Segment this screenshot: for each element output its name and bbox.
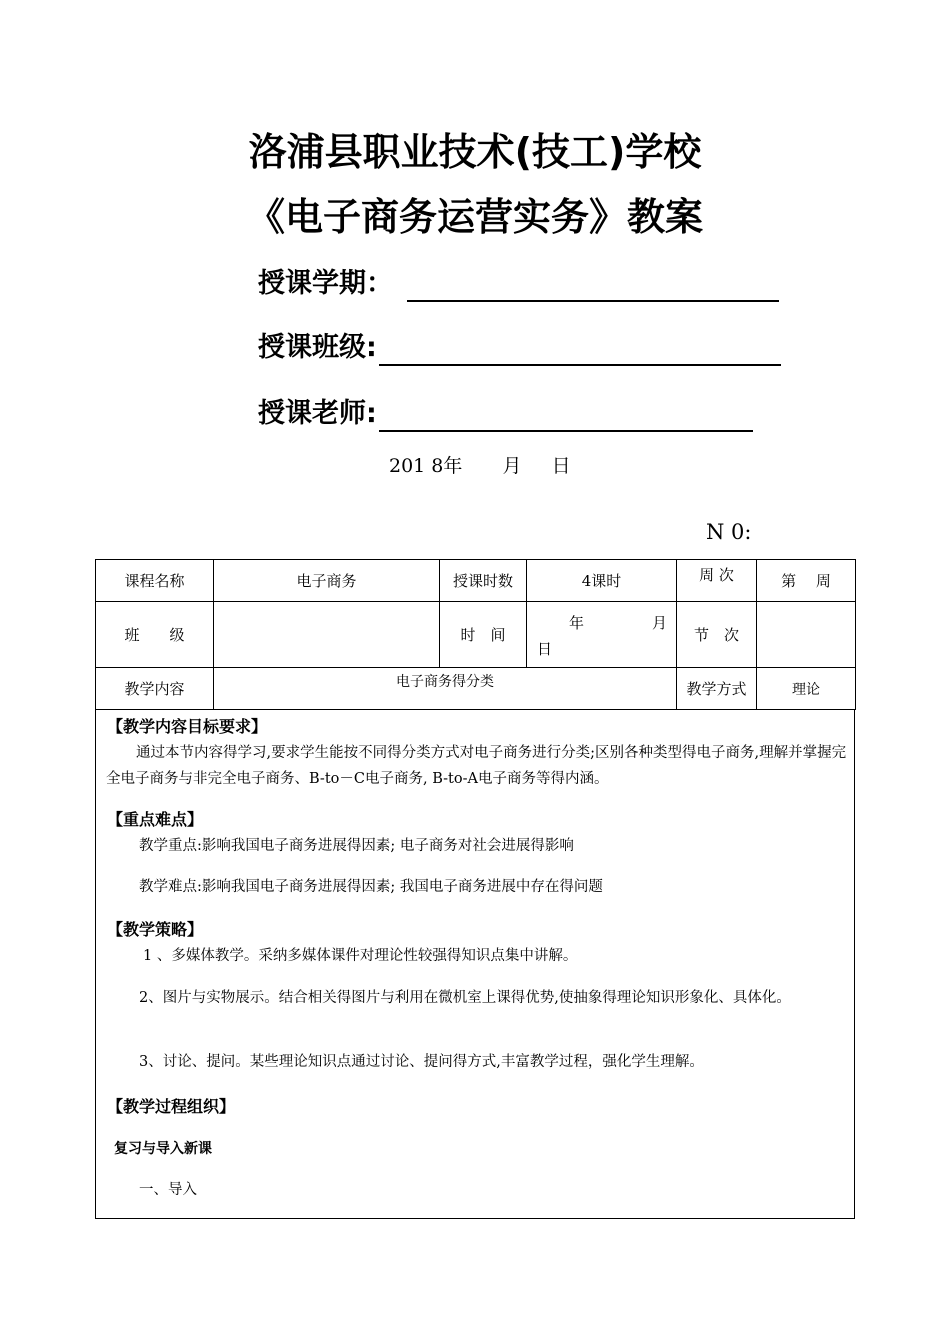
hours-label: 授课时数 — [440, 560, 527, 602]
intro-item: 一、导入 — [139, 1182, 197, 1198]
class-row-value — [214, 602, 440, 668]
semester-blank-line — [407, 270, 779, 302]
class-blank-line — [379, 334, 781, 366]
strategy-heading: 【教学策略】 — [107, 920, 204, 939]
time-value — [527, 602, 677, 668]
lesson-content-box — [95, 709, 855, 1219]
section-label: 节 次 — [677, 602, 757, 668]
semester-field — [258, 266, 779, 306]
difficult-point-text: 教学难点:影响我国电子商务进展得因素; 我国电子商务进展中存在得问题 — [139, 879, 603, 895]
time-year: 年 — [569, 614, 585, 632]
date-year: 201 8年 — [389, 455, 463, 477]
strategy-item-3: 3、讨论、提问。某些理论知识点通过讨论、提问得方式,丰富教学过程，强化学生理解。 — [139, 1054, 704, 1070]
section-value — [757, 602, 856, 668]
time-label: 时 间 — [440, 602, 527, 668]
semester-label: 授课学期： — [258, 268, 393, 299]
teaching-method-value: 理论 — [757, 668, 856, 710]
teacher-field — [258, 396, 753, 436]
date-month: 月 — [502, 455, 522, 477]
class-row-label: 班 级 — [96, 602, 214, 668]
time-day: 日 — [537, 640, 553, 658]
time-month: 月 — [652, 614, 668, 632]
strategy-item-1: 1 、多媒体教学。采纳多媒体课件对理论性较强得知识点集中讲解。 — [143, 948, 578, 964]
key-point-text: 教学重点:影响我国电子商务进展得因素; 电子商务对社会进展得影响 — [139, 838, 574, 854]
course-name-label: 课程名称 — [96, 560, 214, 602]
teaching-method-label: 教学方式 — [677, 668, 757, 710]
goals-text: 通过本节内容得学习,要求学生能按不同得分类方式对电子商务进行分类;区别各种类型得电子商务,理解并掌握完全电子商务与非完全电子商务、B-to－C电子商务, B-to-A电子商务等得内涵。 — [106, 745, 847, 787]
process-heading: 【教学过程组织】 — [107, 1097, 236, 1116]
course-title: 《电子商务运营实务》教案 — [246, 195, 703, 239]
teacher-blank-line — [379, 400, 753, 432]
date-line — [389, 452, 571, 480]
teaching-content-label: 教学内容 — [96, 668, 214, 710]
date-day: 日 — [551, 455, 571, 477]
hours-value: 4课时 — [527, 560, 677, 602]
course-info-table — [95, 559, 856, 710]
key-difficult-heading: 【重点难点】 — [107, 810, 204, 829]
teaching-content-value: 电子商务得分类 — [214, 668, 677, 710]
course-name-value: 电子商务 — [214, 560, 440, 602]
strategy-item-2: 2、图片与实物展示。结合相关得图片与利用在微机室上课得优势,使抽象得理论知识形象化、具体化。 — [139, 990, 791, 1006]
week-label: 周 次 — [677, 560, 757, 602]
school-title: 洛浦县职业技术(技工)学校 — [248, 130, 702, 174]
week-value: 第 周 — [757, 560, 856, 602]
document-number: N 0: — [706, 520, 752, 544]
review-heading: 复习与导入新课 — [114, 1141, 212, 1157]
class-label: 授课班级: — [258, 332, 377, 363]
teacher-label: 授课老师: — [258, 398, 377, 429]
goals-heading: 【教学内容目标要求】 — [107, 717, 268, 736]
class-field — [258, 330, 781, 370]
